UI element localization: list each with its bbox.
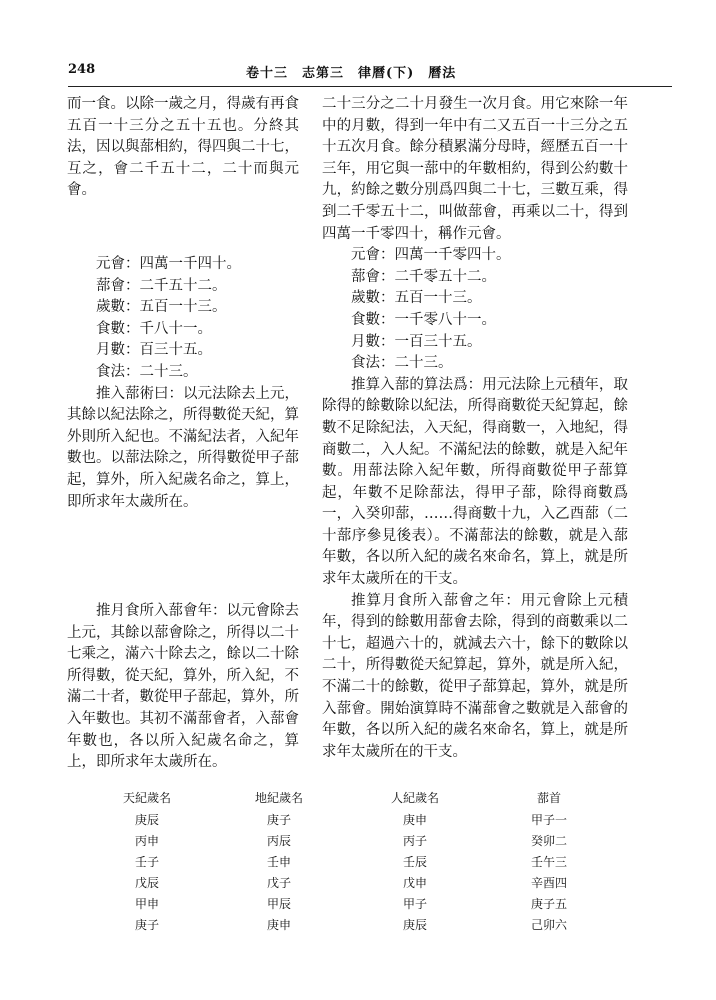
right-constants-list — [322, 245, 628, 375]
table-cell: 庚申 — [402, 813, 427, 827]
left-constant-item: 食數：千八十一。 — [96, 320, 212, 337]
table-cell: 戊辰 — [134, 876, 159, 890]
table-cell: 癸卯二 — [530, 834, 567, 848]
left-paragraph-2: 推入蔀術曰：以元法除去上元，其餘以紀法除之，所得數從天紀，算外則所入紀也。不滿紀法者，入紀年數也。以蔀法除之，所得數從甲子蔀起，算外，所入紀歲名命之，算上，即所求年太歲所在。 — [67, 385, 299, 510]
table-cell: 庚子 — [266, 813, 291, 827]
table-column-tianji — [92, 788, 202, 936]
table-cell: 壬申 — [266, 855, 291, 869]
right-paragraph-2: 推算入蔀的算法爲：用元法除上元積年，取除得的餘數除以紀法，所得商數從天紀算起，餘數不足除紀法，入天紀，得商數一，入地紀，得商數二，入人紀。不滿紀法的餘數，就是入紀年數。用蔀法除入紀年數，所得商數從甲子蔀算起，年數不足除蔀法，得甲子蔀，除得商數爲一，入癸卯蔀，……得商數十九，入乙酉蔀（二十蔀序參見後表）。不滿蔀法的餘數，就是入蔀年數，各以所入紀的歲名來命名，算上，就是所求年太歲所在的干支。 — [322, 376, 628, 588]
left-paragraph-1: 而一食。以除一歲之月，得歲有再食五百一十三分之五十五也。分終其法，因以與蔀相約，得四與二十七，互之，會二千五十二，二十而與元會。 — [67, 96, 299, 199]
left-spacer — [67, 202, 299, 254]
table-cell: 甲子 — [402, 897, 427, 911]
page-header — [68, 62, 672, 82]
table-cell: 壬午三 — [530, 855, 567, 869]
table-cell: 庚辰 — [134, 813, 159, 827]
left-constant-item: 元會：四萬一千四十。 — [96, 255, 241, 272]
table-column-renji — [360, 788, 470, 936]
table-cell: 甲辰 — [266, 897, 291, 911]
table-column-diji — [224, 788, 334, 936]
right-constant-item: 元會：四萬一千零四十。 — [351, 247, 511, 264]
table-header: 蔀首 — [536, 791, 561, 805]
right-constant-item: 食法：二十三。 — [351, 355, 453, 372]
table-column-bu-head — [494, 788, 604, 936]
right-constant-item: 食數：一千零八十一。 — [351, 311, 496, 328]
right-paragraph-3: 推算月食所入蔀會之年：用元會除上元積年，得到的餘數用蔀會去除，得到的商數乘以二十七，超過六十的，就減去六十，餘下的數除以二十，所得數從天紀算起，算外，就是所入紀，不滿二十的餘數，從甲子蔀算起，算外，就是所入蔀會。開始演算時不滿蔀會之數就是入蔀會的年數，各以所入紀的歲名來命名，算上，就是所求年太歲所在的干支。 — [322, 592, 628, 760]
left-constant-item: 月數：百三十五。 — [96, 342, 212, 359]
table-header: 天紀歲名 — [122, 791, 171, 805]
table-cell: 甲申 — [134, 897, 159, 911]
left-constant-item: 歲數：五百一十三。 — [96, 299, 227, 316]
table-cell: 戊子 — [266, 876, 291, 890]
left-constant-item: 食法：二十三。 — [96, 363, 198, 380]
table-cell: 辛酉四 — [530, 876, 567, 890]
left-column-classical — [67, 94, 299, 774]
table-cell: 丙辰 — [266, 834, 291, 848]
right-column-translation — [322, 94, 628, 763]
right-constant-item: 月數：一百三十五。 — [351, 333, 482, 350]
table-cell: 己卯六 — [530, 918, 567, 932]
right-paragraph-1: 二十三分之二十月發生一次月食。用它來除一年中的月數，得到一年中有二又五百一十三分之五十五次月食。餘分積累滿分母時，經歷五百一十三年，用它與一蔀中的年數相約，得到公約數十九，約餘之數分別爲四與二十七，三數互乘，得到二千零五十二，叫做蔀會，再乘以二十，得到四萬一千零四十，稱作元會。 — [322, 96, 628, 242]
left-constant-item: 蔀會：二千五十二。 — [96, 277, 227, 294]
table-cell: 庚申 — [266, 918, 291, 932]
table-cell: 丙申 — [134, 834, 159, 848]
table-cell: 壬子 — [134, 855, 159, 869]
table-header: 地紀歲名 — [254, 791, 303, 805]
running-head: 卷十三 志第三 律曆(下) 曆法 — [246, 66, 457, 81]
table-cell: 庚辰 — [402, 918, 427, 932]
left-spacer — [67, 513, 299, 601]
page-number: 248 — [68, 62, 96, 77]
right-constant-item: 歲數：五百一十三。 — [351, 290, 482, 307]
left-constants-list — [67, 254, 299, 384]
table-cell: 丙子 — [402, 834, 427, 848]
table-cell: 戊申 — [402, 876, 427, 890]
table-cell: 壬辰 — [402, 855, 427, 869]
left-paragraph-3: 推月食所入蔀會年：以元會除去上元，其餘以蔀會除之，所得以二十七乘之，滿六十除去之，餘以二十除所得數，從天紀，算外，所入紀，不滿二十者，數從甲子蔀起，算外，所入年數也。其初不滿蔀會者，入蔀會年數也，各以所入紀歲名命之，算上，即所求年太歲所在。 — [67, 603, 299, 771]
right-constant-item: 蔀會：二千零五十二。 — [351, 268, 496, 285]
table-header: 人紀歲名 — [390, 791, 439, 805]
table-cell: 庚子五 — [530, 897, 567, 911]
table-cell: 甲子一 — [530, 813, 567, 827]
table-cell: 庚子 — [134, 918, 159, 932]
header-rule — [68, 86, 672, 87]
